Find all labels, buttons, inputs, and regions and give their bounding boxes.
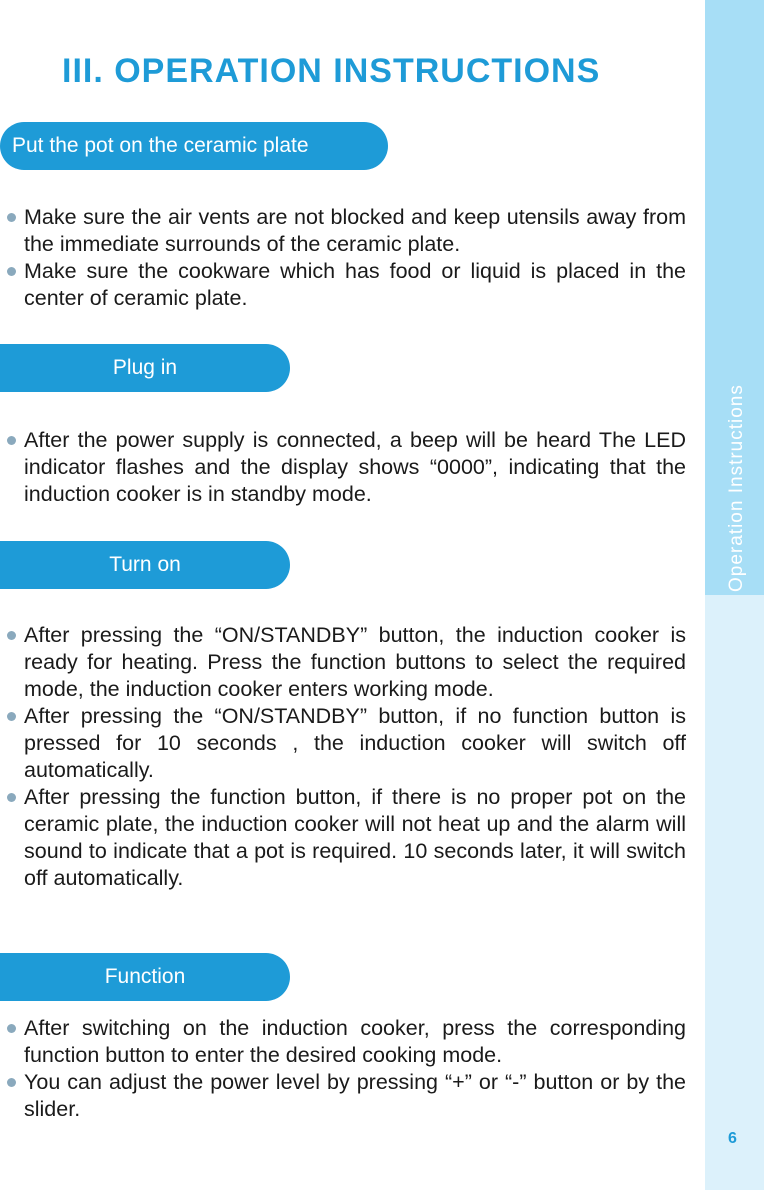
page-title: III. OPERATION INSTRUCTIONS <box>62 52 601 90</box>
section-heading-turn-on: Turn on <box>0 541 290 589</box>
list-item: After pressing the function button, if there is no proper pot on the ceramic plate, the induction cooker will not heat up and the alarm will sound to indicate that a pot is required. 10 seconds later, it will switch off automatically. <box>24 785 686 890</box>
section-heading-put-pot: Put the pot on the ceramic plate <box>0 122 388 170</box>
page-number: 6 <box>728 1130 737 1147</box>
section-list-put-pot <box>24 204 686 312</box>
list-item: You can adjust the power level by pressing “+” or “-” button or by the slider. <box>24 1070 686 1121</box>
section-list-function <box>24 1015 686 1123</box>
list-item: After the power supply is connected, a beep will be heard The LED indicator flashes and the display shows “0000”, indicating that the induction cooker is in standby mode. <box>24 428 686 506</box>
list-item: After pressing the “ON/STANDBY” button, the induction cooker is ready for heating. Press the function buttons to select the required mode, the induction cooker enters working mode. <box>24 623 686 701</box>
list-item: Make sure the cookware which has food or liquid is placed in the center of ceramic plate. <box>24 259 686 310</box>
section-list-plug-in <box>24 427 686 508</box>
section-heading-plug-in: Plug in <box>0 344 290 392</box>
section-heading-function: Function <box>0 953 290 1001</box>
list-item: After switching on the induction cooker, press the corresponding function button to enter the desired cooking mode. <box>24 1016 686 1067</box>
list-item: Make sure the air vents are not blocked and keep utensils away from the immediate surrounds of the ceramic plate. <box>24 205 686 256</box>
section-list-turn-on <box>24 622 686 892</box>
side-tab <box>705 0 764 1190</box>
side-tab-label: Operation Instructions <box>726 384 747 592</box>
list-item: After pressing the “ON/STANDBY” button, if no function button is pressed for 10 seconds , the induction cooker will switch off automatically. <box>24 704 686 782</box>
